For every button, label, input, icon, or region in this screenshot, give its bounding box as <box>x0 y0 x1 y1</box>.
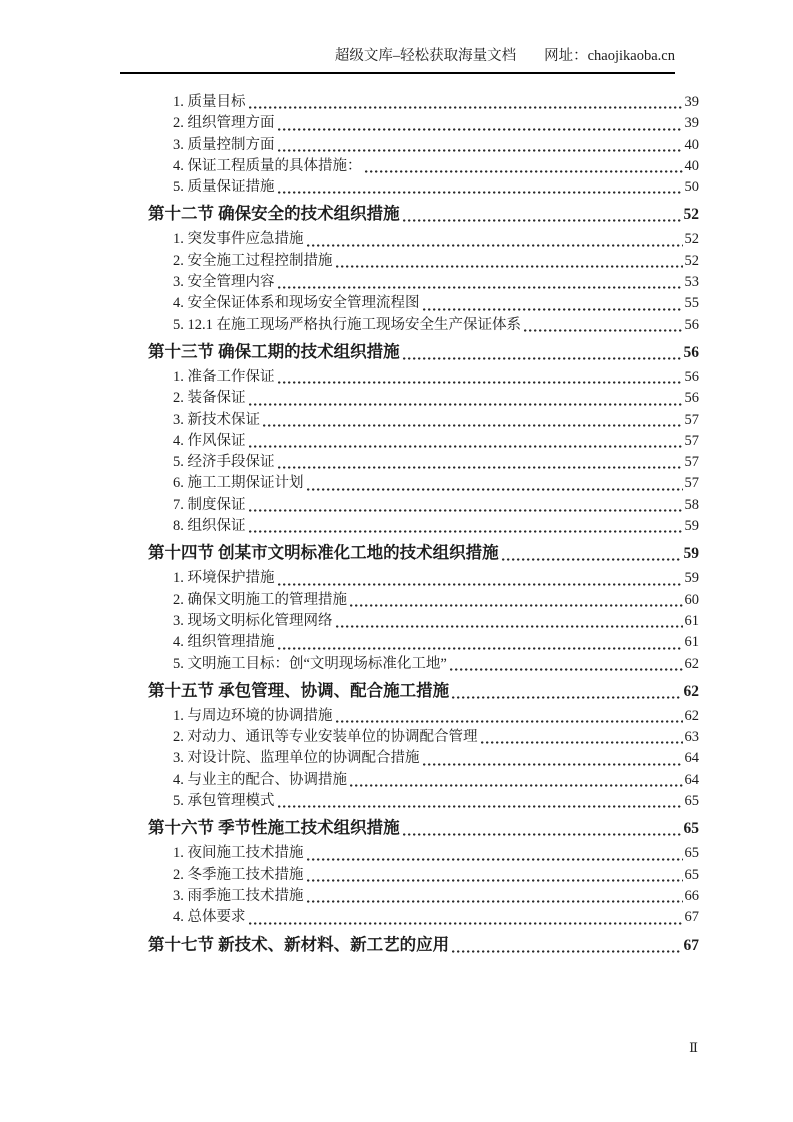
toc-leader-dots <box>263 424 683 427</box>
toc-entry[interactable] <box>148 113 699 134</box>
toc-entry[interactable] <box>148 590 699 611</box>
toc-entry[interactable] <box>148 452 699 473</box>
toc-leader-dots <box>278 647 683 650</box>
toc-entry-title: 2. 组织管理方面 <box>173 115 275 132</box>
toc-entry-page: 56 <box>683 343 699 361</box>
toc-entry[interactable] <box>148 791 699 812</box>
toc-entry-title: 3. 现场文明标化管理网络 <box>173 612 333 629</box>
toc-leader-dots <box>450 668 683 671</box>
toc-entry-title: 第十二节 确保安全的技术组织措施 <box>148 204 400 224</box>
toc-entry[interactable] <box>148 770 699 791</box>
toc-entry-title: 第十六节 季节性施工技术组织措施 <box>148 818 400 838</box>
toc-entry-page: 58 <box>684 496 699 513</box>
toc-entry[interactable] <box>148 293 699 314</box>
toc-leader-dots <box>278 286 683 289</box>
toc-entry-title: 1. 环境保护措施 <box>173 570 275 587</box>
toc-entry[interactable] <box>148 177 699 198</box>
toc-leader-dots <box>403 357 682 360</box>
site-url: 网址：chaojikaoba.cn <box>544 48 675 64</box>
toc-leader-dots <box>336 625 683 628</box>
toc-entry-page: 59 <box>684 518 699 535</box>
toc-entry-title: 3. 新技术保证 <box>173 411 260 428</box>
toc-leader-dots <box>307 900 683 903</box>
toc-entry-page: 63 <box>684 729 699 746</box>
toc-entry-title: 4. 保证工程质量的具体措施： <box>173 157 362 174</box>
toc-entry-title: 1. 突发事件应急措施 <box>173 231 304 248</box>
toc-entry-title: 5. 12.1 在施工现场严格执行施工现场安全生产保证体系 <box>173 316 521 333</box>
toc-entry-page: 55 <box>684 295 699 312</box>
toc-entry-title: 4. 组织管理措施 <box>173 634 275 651</box>
toc-entry-page: 64 <box>684 771 699 788</box>
toc-leader-dots <box>249 106 683 109</box>
toc-leader-dots <box>278 583 683 586</box>
toc-entry[interactable] <box>148 907 699 928</box>
site-title: 超级文库–轻松获取海量文档 <box>334 48 517 64</box>
toc-entry-title: 第十五节 承包管理、协调、配合施工措施 <box>148 680 450 700</box>
toc-entry-page: 39 <box>684 94 699 110</box>
toc-leader-dots <box>278 466 683 469</box>
toc-entry-page: 59 <box>684 570 699 587</box>
toc-entry[interactable] <box>148 539 699 566</box>
toc-leader-dots <box>502 558 682 561</box>
toc-entry-page: 53 <box>684 274 699 291</box>
toc-leader-dots <box>403 833 682 836</box>
toc-entry[interactable] <box>148 135 699 156</box>
toc-entry-page: 52 <box>684 252 699 269</box>
toc-entry[interactable] <box>148 272 699 293</box>
toc-entry-title: 1. 与周边环境的协调措施 <box>173 707 333 724</box>
toc-leader-dots <box>452 950 681 953</box>
toc-leader-dots <box>336 720 683 723</box>
toc-entry[interactable] <box>148 431 699 452</box>
toc-entry-page: 66 <box>684 887 699 904</box>
toc-leader-dots <box>423 308 683 311</box>
toc-entry-page: 57 <box>684 475 699 492</box>
toc-entry-title: 3. 质量控制方面 <box>173 136 275 153</box>
toc-leader-dots <box>249 509 683 512</box>
toc-entry-title: 4. 总体要求 <box>173 909 246 926</box>
toc-entry-page: 61 <box>684 634 699 651</box>
toc-entry[interactable] <box>148 338 699 365</box>
toc-entry[interactable] <box>148 473 699 494</box>
toc-entry-title: 3. 雨季施工技术措施 <box>173 887 304 904</box>
toc-entry-page: 60 <box>684 591 699 608</box>
toc-entry-page: 65 <box>684 793 699 810</box>
toc-leader-dots <box>307 858 683 861</box>
toc-leader-dots <box>278 805 683 808</box>
toc-entry-title: 4. 安全保证体系和现场安全管理流程图 <box>173 295 420 312</box>
toc-entry-title: 8. 组织保证 <box>173 518 246 535</box>
toc-leader-dots <box>278 128 683 131</box>
toc-entry-title: 1. 准备工作保证 <box>173 368 275 385</box>
toc-entry-page: 65 <box>684 845 699 862</box>
toc-entry-title: 第十四节 创某市文明标准化工地的技术组织措施 <box>148 543 499 563</box>
toc-entry-page: 64 <box>684 750 699 767</box>
toc-entry-title: 3. 对设计院、监理单位的协调配合措施 <box>173 750 420 767</box>
toc-entry-page: 62 <box>683 682 699 700</box>
toc-leader-dots <box>307 244 683 247</box>
toc-entry[interactable] <box>148 843 699 864</box>
toc-entry-page: 67 <box>684 909 699 926</box>
table-of-contents <box>148 92 699 960</box>
toc-entry[interactable] <box>148 886 699 907</box>
toc-entry-page: 39 <box>684 115 699 132</box>
toc-entry-title: 5. 经济手段保证 <box>173 454 275 471</box>
toc-leader-dots <box>452 696 681 699</box>
toc-entry[interactable] <box>148 706 699 727</box>
toc-entry[interactable] <box>148 865 699 886</box>
toc-entry-page: 65 <box>684 866 699 883</box>
toc-leader-dots <box>336 265 683 268</box>
toc-entry-page: 57 <box>684 454 699 471</box>
toc-entry-page: 52 <box>683 206 699 224</box>
toc-entry-page: 40 <box>684 157 699 174</box>
toc-entry-title: 5. 质量保证措施 <box>173 179 275 196</box>
toc-entry-title: 3. 安全管理内容 <box>173 274 275 291</box>
toc-entry-page: 61 <box>684 612 699 629</box>
toc-leader-dots <box>350 784 683 787</box>
toc-entry-title: 2. 对动力、通讯等专业安装单位的协调配合管理 <box>173 729 478 746</box>
toc-entry-page: 57 <box>684 432 699 449</box>
page-number: Ⅱ <box>689 1040 698 1055</box>
toc-entry[interactable] <box>148 931 699 958</box>
toc-entry-page: 67 <box>683 936 699 954</box>
toc-entry-title: 1. 夜间施工技术措施 <box>173 845 304 862</box>
toc-entry-page: 62 <box>684 707 699 724</box>
toc-entry[interactable] <box>148 611 699 632</box>
toc-entry-title: 7. 制度保证 <box>173 496 246 513</box>
toc-leader-dots <box>249 530 683 533</box>
toc-entry-title: 第十三节 确保工期的技术组织措施 <box>148 341 400 361</box>
toc-entry[interactable] <box>148 654 699 675</box>
toc-leader-dots <box>350 604 683 607</box>
toc-entry[interactable] <box>148 410 699 431</box>
toc-entry[interactable] <box>148 251 699 272</box>
toc-entry-page: 59 <box>683 545 699 563</box>
toc-leader-dots <box>307 879 683 882</box>
toc-entry-title: 5. 文明施工目标：创“文明现场标准化工地” <box>173 655 447 672</box>
toc-entry-title: 4. 与业主的配合、协调措施 <box>173 771 347 788</box>
toc-entry-title: 2. 冬季施工技术措施 <box>173 866 304 883</box>
toc-entry-page: 40 <box>684 136 699 153</box>
page-header <box>120 44 675 74</box>
toc-entry-page: 50 <box>684 179 699 196</box>
toc-entry-title: 2. 确保文明施工的管理措施 <box>173 591 347 608</box>
toc-leader-dots <box>278 149 683 152</box>
toc-entry[interactable] <box>148 367 699 388</box>
toc-leader-dots <box>278 381 683 384</box>
toc-leader-dots <box>365 170 683 173</box>
toc-entry-page: 65 <box>683 820 699 838</box>
toc-entry-title: 2. 装备保证 <box>173 390 246 407</box>
toc-entry[interactable] <box>148 568 699 589</box>
toc-entry-title: 1. 质量目标 <box>173 94 246 110</box>
toc-entry[interactable] <box>148 495 699 516</box>
toc-entry-title: 6. 施工工期保证计划 <box>173 475 304 492</box>
toc-entry[interactable] <box>148 229 699 250</box>
toc-entry[interactable] <box>148 814 699 841</box>
toc-leader-dots <box>403 219 682 222</box>
toc-leader-dots <box>278 191 683 194</box>
toc-entry[interactable] <box>148 156 699 177</box>
toc-entry-page: 56 <box>684 368 699 385</box>
toc-entry[interactable] <box>148 315 699 336</box>
toc-leader-dots <box>249 403 683 406</box>
toc-entry-page: 56 <box>684 316 699 333</box>
toc-leader-dots <box>307 488 683 491</box>
toc-leader-dots <box>423 763 683 766</box>
toc-entry-title: 4. 作风保证 <box>173 432 246 449</box>
toc-leader-dots <box>481 741 683 744</box>
toc-entry-page: 56 <box>684 390 699 407</box>
toc-entry[interactable] <box>148 727 699 748</box>
toc-entry-title: 2. 安全施工过程控制措施 <box>173 252 333 269</box>
toc-leader-dots <box>524 329 683 332</box>
toc-entry[interactable] <box>148 516 699 537</box>
toc-entry-title: 5. 承包管理模式 <box>173 793 275 810</box>
toc-entry[interactable] <box>148 748 699 769</box>
toc-entry[interactable] <box>148 92 699 113</box>
toc-leader-dots <box>249 445 683 448</box>
toc-entry[interactable] <box>148 200 699 227</box>
toc-leader-dots <box>249 922 683 925</box>
toc-entry[interactable] <box>148 632 699 653</box>
toc-entry[interactable] <box>148 388 699 409</box>
toc-entry-title: 第十七节 新技术、新材料、新工艺的应用 <box>148 934 450 954</box>
toc-entry-page: 57 <box>684 411 699 428</box>
toc-entry[interactable] <box>148 677 699 704</box>
toc-entry-page: 62 <box>684 655 699 672</box>
toc-entry-page: 52 <box>684 231 699 248</box>
